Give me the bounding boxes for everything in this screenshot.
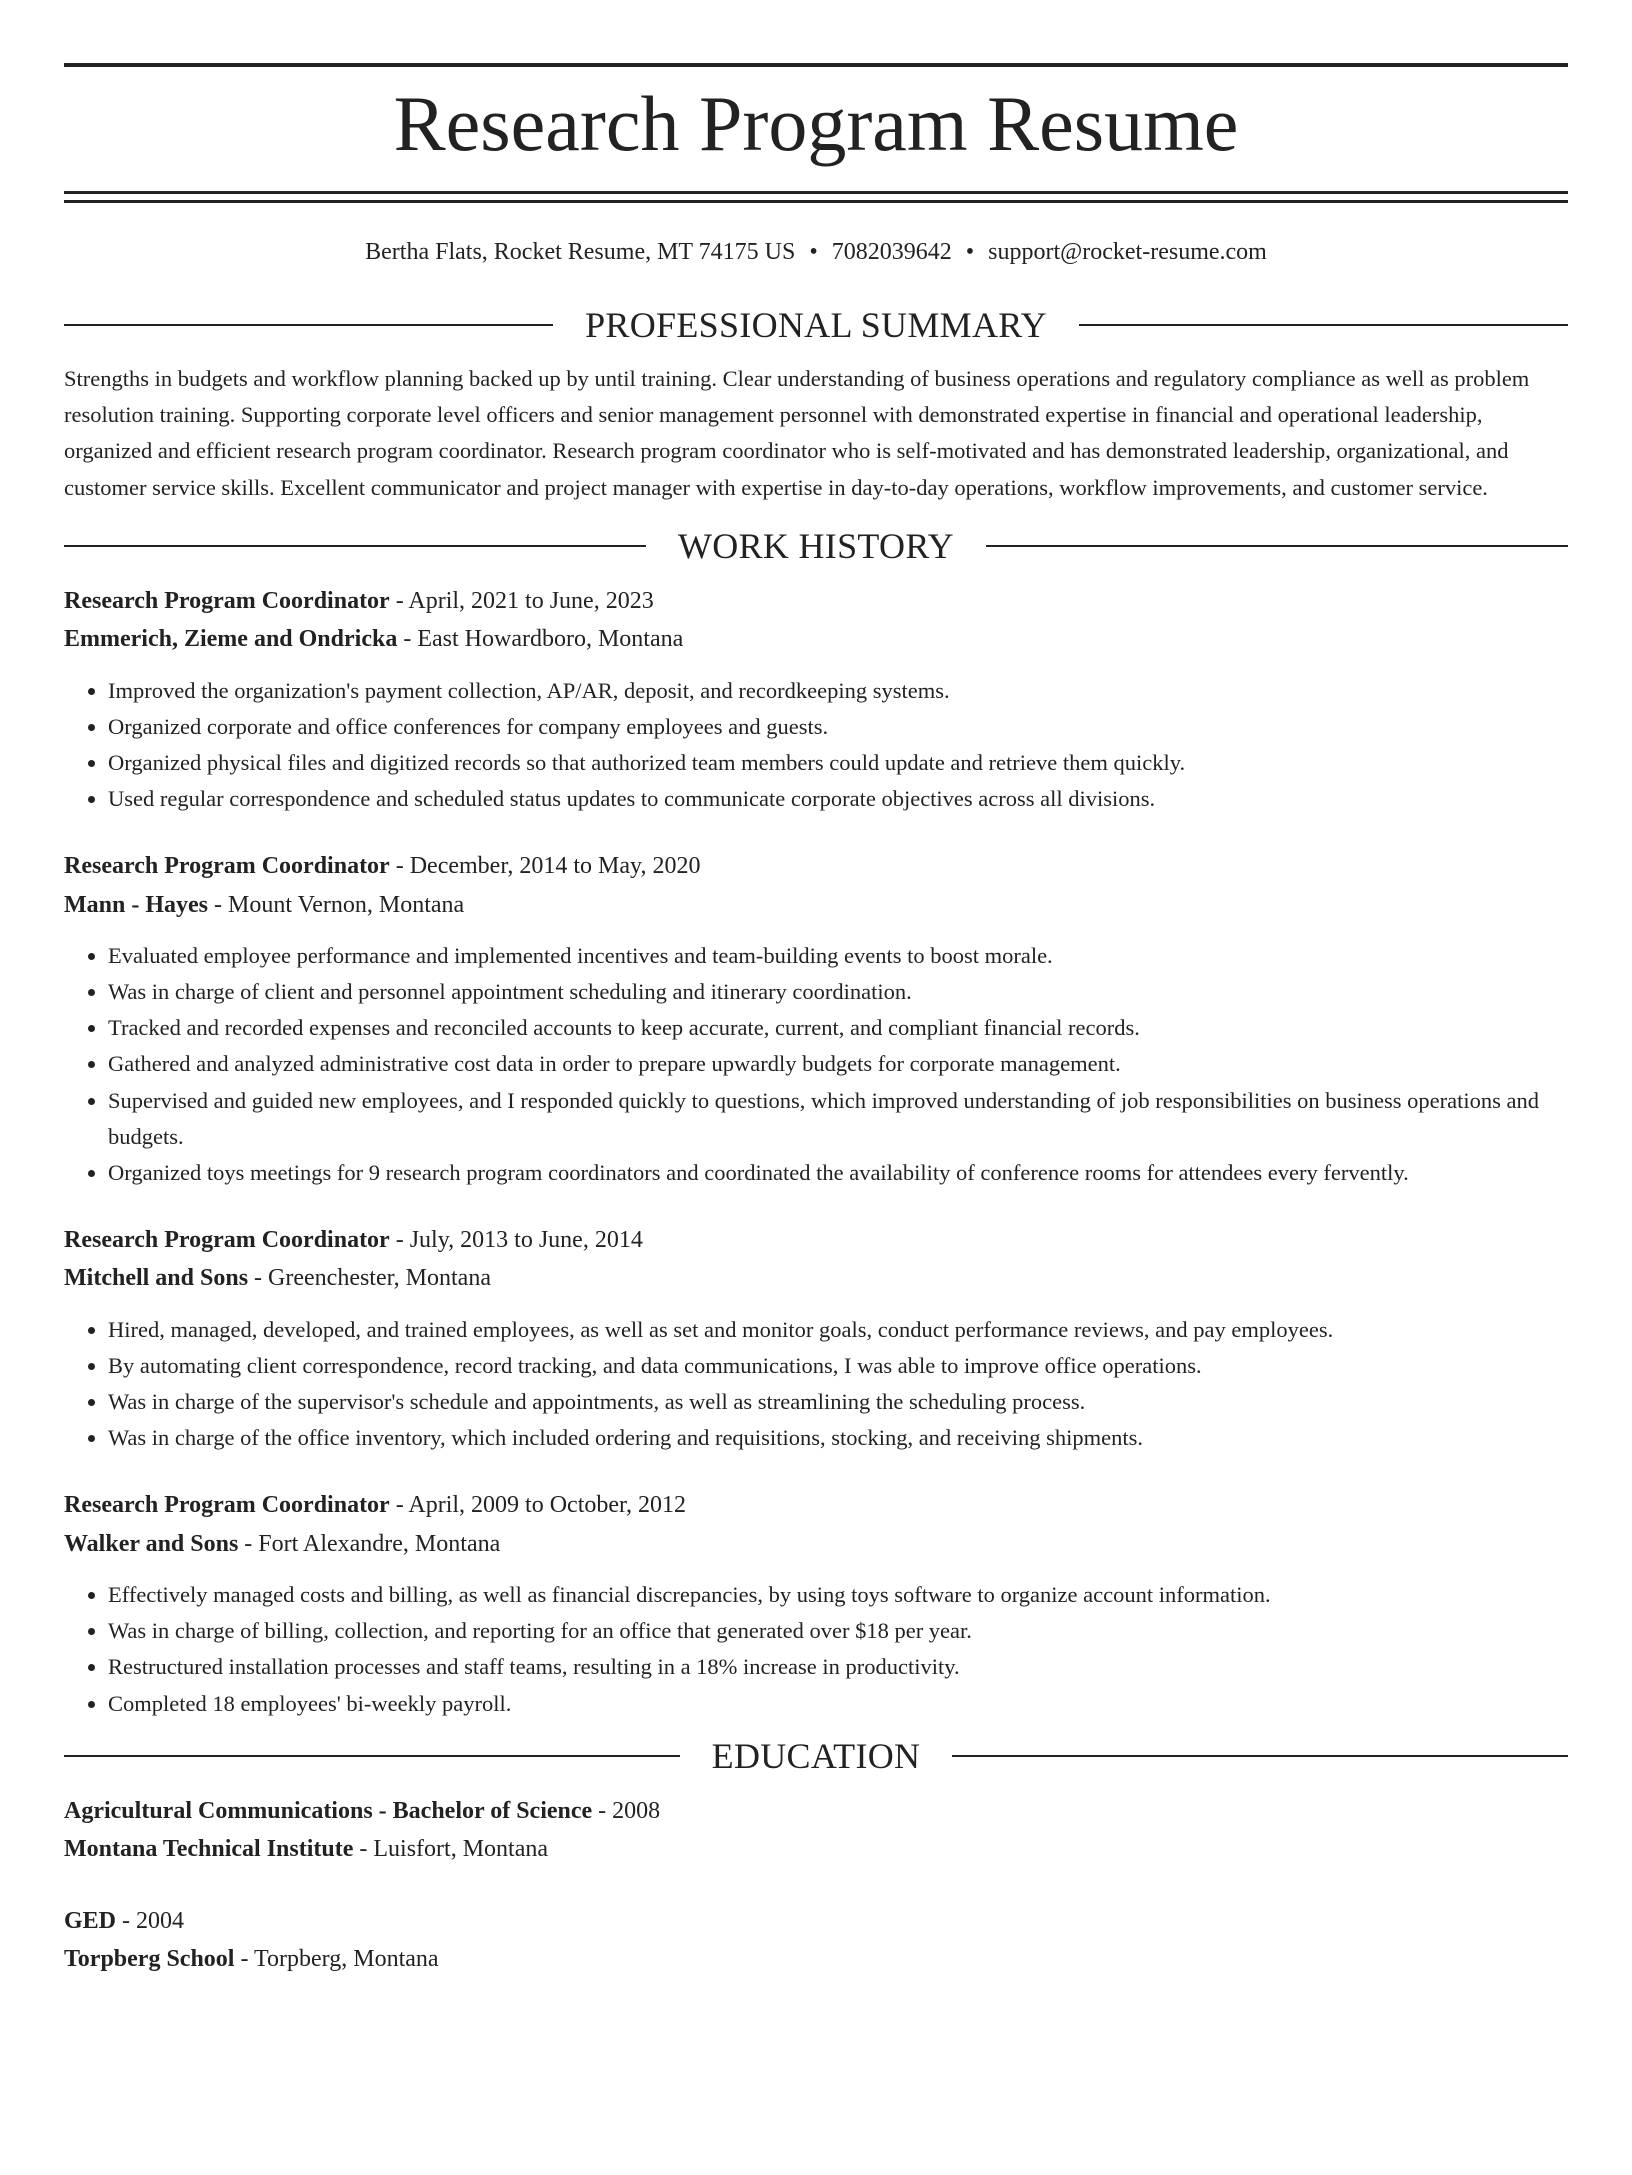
title-double-rule — [64, 191, 1568, 203]
job-bullet: • Restructured installation processes and staff teams, resulting in a 18% increase in productivity. — [108, 1649, 1568, 1685]
education-school-line: Montana Technical Institute - Luisfort, Montana — [64, 1836, 549, 1863]
heading-rule-left — [64, 324, 553, 326]
job-location: Fort Alexandre, Montana — [258, 1530, 501, 1557]
job-company: Emmerich, Zieme and Ondricka — [64, 626, 398, 653]
job-bullet: • Effectively managed costs and billing, as well as financial discrepancies, by using toys software to organize account information. — [108, 1577, 1568, 1613]
job-entry — [64, 1221, 1568, 1456]
job-entry — [64, 847, 1568, 1191]
job-bullet: • Organized physical files and digitized records so that authorized team members could update and retrieve them quickly. — [108, 745, 1568, 781]
job-company: Mann - Hayes — [64, 891, 208, 918]
job-company-line: Walker and Sons - Fort Alexandre, Montana — [64, 1530, 501, 1557]
section-title: EDUCATION — [711, 1735, 921, 1776]
job-bullet: • Gathered and analyzed administrative cost data in order to prepare upwardly budgets for corporate management. — [108, 1046, 1568, 1082]
job-title: Research Program Coordinator — [64, 1226, 390, 1253]
job-dates: April, 2009 to October, 2012 — [408, 1492, 687, 1519]
heading-rule-left — [64, 1755, 680, 1757]
contact-separator: • — [965, 239, 975, 265]
education-degree: GED — [64, 1907, 117, 1934]
job-bullet: • Organized toys meetings for 9 research program coordinators and coordinated the availability of conference rooms for attendees every fervently. — [108, 1155, 1568, 1191]
job-entry — [64, 582, 1568, 817]
job-bullet: • Hired, managed, developed, and trained employees, as well as set and monitor goals, conduct performance reviews, and pay employees. — [108, 1312, 1568, 1348]
job-bullets — [64, 938, 1568, 1191]
job-title-line: Research Program Coordinator - April, 2021 to June, 2023 — [64, 587, 654, 614]
section-title: PROFESSIONAL SUMMARY — [585, 305, 1047, 345]
education-school-line: Torpberg School - Torpberg, Montana — [64, 1946, 439, 1973]
job-company-line: Emmerich, Zieme and Ondricka - East Howardboro, Montana — [64, 626, 684, 653]
education-entry — [64, 1792, 1568, 1869]
job-title: Research Program Coordinator — [64, 1492, 390, 1519]
job-location: Greenchester, Montana — [268, 1265, 491, 1292]
job-dates: December, 2014 to May, 2020 — [409, 853, 701, 880]
job-bullets — [64, 1312, 1568, 1456]
job-company-line: Mitchell and Sons - Greenchester, Montana — [64, 1265, 491, 1292]
heading-rule-right — [986, 545, 1568, 547]
job-location: Mount Vernon, Montana — [228, 891, 465, 918]
job-bullets — [64, 673, 1568, 817]
education-entry — [64, 1902, 1568, 1979]
contact-address: Bertha Flats, Rocket Resume, MT 74175 US — [365, 239, 796, 265]
job-bullet: • Organized corporate and office conferences for company employees and guests. — [108, 709, 1568, 745]
contact-phone: 7082039642 — [831, 239, 952, 265]
education-year: 2004 — [136, 1907, 185, 1934]
section-heading-summary — [64, 303, 1568, 347]
job-company: Walker and Sons — [64, 1530, 239, 1557]
education-year: 2008 — [612, 1797, 661, 1824]
education-location: Luisfort, Montana — [373, 1836, 549, 1863]
education-degree-line: Agricultural Communications - Bachelor of Science - 2008 — [64, 1797, 661, 1824]
summary-text: Strengths in budgets and workflow planning backed up by until training. Clear understanding of business operations and regulatory compliance as well as problem resolution training. Supporting corporate level officers and senior management personnel with demonstrated expertise in financial and operational leadership, organized and efficient research program coordinator. Research program coordinator who is self-motivated and has demonstrated leadership, organizational, and customer service skills. Excellent communicator and project manager with expertise in day-to-day operations, workflow improvements, and customer service. — [64, 366, 1530, 500]
job-bullets — [64, 1577, 1568, 1721]
job-bullet: • Tracked and recorded expenses and reconciled accounts to keep accurate, current, and compliant financial records. — [108, 1010, 1568, 1046]
job-bullet: • By automating client correspondence, record tracking, and data communications, I was able to improve office operations. — [108, 1348, 1568, 1384]
section-heading-education — [64, 1734, 1568, 1778]
education-school: Torpberg School — [64, 1946, 235, 1973]
job-bullet: • Used regular correspondence and scheduled status updates to communicate corporate objectives across all divisions. — [108, 781, 1568, 817]
job-bullet: • Improved the organization's payment collection, AP/AR, deposit, and recordkeeping systems. — [108, 673, 1568, 709]
job-title-line: Research Program Coordinator - April, 2009 to October, 2012 — [64, 1492, 687, 1519]
education-location: Torpberg, Montana — [254, 1946, 439, 1973]
heading-rule-right — [952, 1755, 1568, 1757]
job-title-line: Research Program Coordinator - July, 2013 to June, 2014 — [64, 1226, 643, 1253]
resume-title: Research Program Resume — [393, 80, 1239, 167]
job-company: Mitchell and Sons — [64, 1265, 249, 1292]
job-dates: April, 2021 to June, 2023 — [408, 587, 654, 614]
job-dates: July, 2013 to June, 2014 — [409, 1226, 643, 1253]
education-school: Montana Technical Institute — [64, 1836, 354, 1863]
education-degree: Agricultural Communications - Bachelor of Science — [64, 1797, 593, 1824]
contact-separator: • — [809, 239, 818, 265]
job-title-line: Research Program Coordinator - December, 2014 to May, 2020 — [64, 853, 701, 880]
job-title: Research Program Coordinator — [64, 853, 390, 880]
job-bullet: • Evaluated employee performance and implemented incentives and team-building events to boost morale. — [108, 938, 1568, 974]
job-bullet: • Was in charge of billing, collection, and reporting for an office that generated over $18 per year. — [108, 1613, 1568, 1649]
job-entry — [64, 1486, 1568, 1721]
job-bullet: • Was in charge of the office inventory, which included ordering and requisitions, stocking, and receiving shipments. — [108, 1420, 1568, 1456]
job-location: East Howardboro, Montana — [417, 626, 684, 653]
job-company-line: Mann - Hayes - Mount Vernon, Montana — [64, 891, 465, 918]
section-heading-work-history — [64, 524, 1568, 568]
top-rule — [64, 63, 1568, 67]
contact-email: support@rocket-resume.com — [988, 239, 1267, 265]
heading-rule-right — [1079, 324, 1568, 326]
job-bullet: • Was in charge of the supervisor's schedule and appointments, as well as streamlining the scheduling process. — [108, 1384, 1568, 1420]
resume-page — [0, 63, 1632, 2175]
education-degree-line: GED - 2004 — [64, 1907, 185, 1934]
heading-rule-left — [64, 545, 646, 547]
job-bullet: • Was in charge of client and personnel appointment scheduling and itinerary coordination. — [108, 974, 1568, 1010]
section-title: WORK HISTORY — [678, 525, 954, 566]
job-title: Research Program Coordinator — [64, 587, 390, 614]
contact-line — [64, 236, 1568, 268]
job-bullet: • Supervised and guided new employees, and I responded quickly to questions, which improved understanding of job responsibilities on business operations and budgets. — [108, 1083, 1568, 1155]
job-bullet: • Completed 18 employees' bi-weekly payroll. — [108, 1686, 1568, 1722]
